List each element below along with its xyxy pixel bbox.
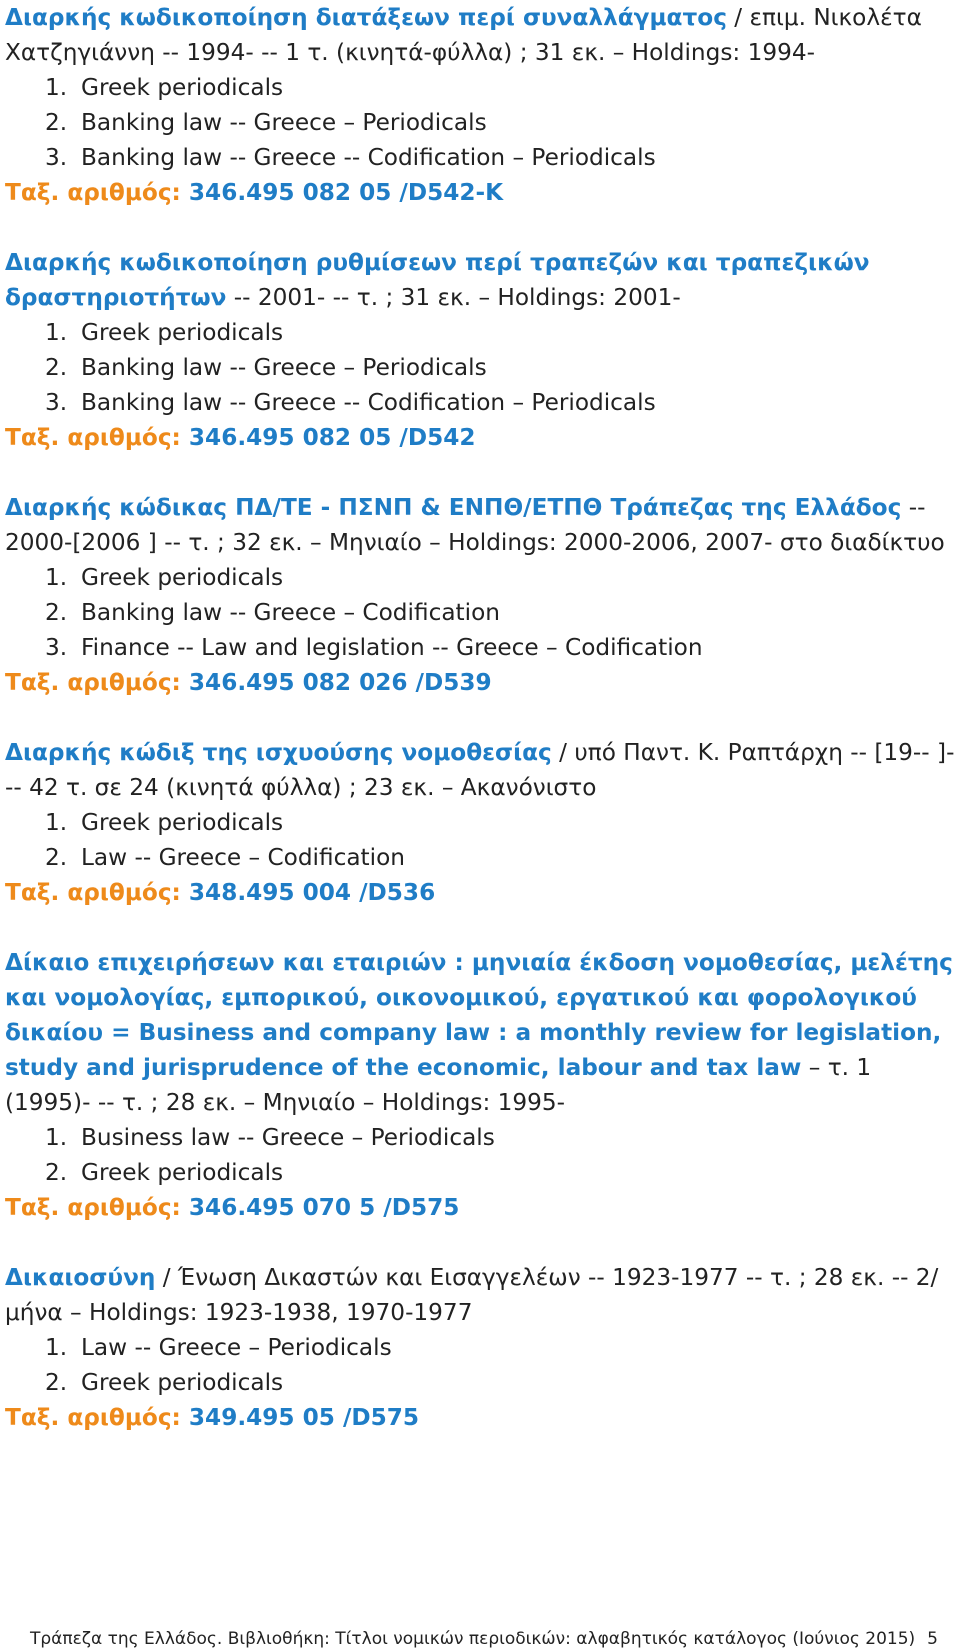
subject-number: 2. xyxy=(45,1369,68,1396)
subject-item xyxy=(5,840,955,875)
call-number-label: Ταξ. αριθμός: xyxy=(5,879,181,906)
call-number-value: 346.495 082 05 /D542 xyxy=(188,424,476,451)
call-number xyxy=(5,1400,955,1435)
subject-number: 2. xyxy=(45,599,68,626)
entry-title: Διαρκής κωδικοποίηση διατάξεων περί συναλλάγματος xyxy=(5,4,727,31)
subject-text: Law -- Greece – Periodicals xyxy=(81,1334,392,1361)
entry-description xyxy=(5,945,955,1120)
entry-details: / Ένωση Δικαστών και Εισαγγελέων -- 1923-1977 -- τ. ; 28 εκ. -- 2/μήνα – Holdings: 1923-1938, 1970-1977 xyxy=(5,1264,939,1326)
subject-item xyxy=(5,805,955,840)
subject-text: Finance -- Law and legislation -- Greece – Codification xyxy=(81,634,703,661)
subject-item xyxy=(5,140,955,175)
call-number-label: Ταξ. αριθμός: xyxy=(5,1194,181,1221)
call-number-value: 349.495 05 /D575 xyxy=(188,1404,420,1431)
subject-list xyxy=(5,70,955,175)
subject-item xyxy=(5,1120,955,1155)
subject-item xyxy=(5,105,955,140)
catalog-page xyxy=(5,0,955,1435)
subject-list xyxy=(5,315,955,420)
subject-list xyxy=(5,1120,955,1190)
subject-text: Banking law -- Greece -- Codification – Periodicals xyxy=(81,389,656,416)
call-number-label: Ταξ. αριθμός: xyxy=(5,1404,181,1431)
subject-item xyxy=(5,385,955,420)
entry-title: Δικαιοσύνη xyxy=(5,1264,156,1291)
page-number: 5 xyxy=(927,1629,938,1649)
subject-list xyxy=(5,560,955,665)
subject-text: Greek periodicals xyxy=(81,319,284,346)
subject-text: Greek periodicals xyxy=(81,1159,284,1186)
entry-description xyxy=(5,735,955,805)
catalog-entry xyxy=(5,245,955,455)
subject-text: Greek periodicals xyxy=(81,74,284,101)
entry-description xyxy=(5,245,955,315)
subject-number: 2. xyxy=(45,109,68,136)
call-number xyxy=(5,1190,955,1225)
entry-details: -- 2001- -- τ. ; 31 εκ. – Holdings: 2001- xyxy=(226,284,681,311)
subject-item xyxy=(5,1155,955,1190)
subject-item xyxy=(5,1365,955,1400)
subject-text: Banking law -- Greece -- Codification – Periodicals xyxy=(81,144,656,171)
subject-text: Banking law -- Greece – Periodicals xyxy=(81,109,487,136)
call-number xyxy=(5,175,955,210)
call-number-label: Ταξ. αριθμός: xyxy=(5,424,181,451)
catalog-entry xyxy=(5,490,955,700)
call-number xyxy=(5,875,955,910)
subject-number: 1. xyxy=(45,564,68,591)
call-number xyxy=(5,420,955,455)
subject-number: 1. xyxy=(45,319,68,346)
call-number-label: Ταξ. αριθμός: xyxy=(5,669,181,696)
entry-title: Διαρκής κωδικοποίηση ρυθμίσεων περί τραπεζών και τραπεζικών δραστηριοτήτων xyxy=(5,249,870,311)
page-footer xyxy=(30,1628,938,1650)
subject-text: Greek periodicals xyxy=(81,809,284,836)
subject-number: 3. xyxy=(45,389,68,416)
subject-number: 1. xyxy=(45,74,68,101)
footer-text: Τράπεζα της Ελλάδος. Βιβλιοθήκη: Τίτλοι νομικών περιοδικών: αλφαβητικός κατάλογος (Ιούνιος 2015) xyxy=(30,1629,916,1649)
subject-item xyxy=(5,315,955,350)
catalog-entry xyxy=(5,735,955,910)
subject-number: 2. xyxy=(45,354,68,381)
entry-details: / επιμ. Νικολέτα Χατζηγιάννη -- 1994- -- 1 τ. (κινητά-φύλλα) ; 31 εκ. – Holdings: 1994- xyxy=(5,4,922,66)
subject-item xyxy=(5,595,955,630)
entry-title: Δίκαιο επιχειρήσεων και εταιριών : μηνιαία έκδοση νομοθεσίας, μελέτης και νομολογίας, εμπορικού, οικονομικού, εργατικού και φορολογικού δικαίου = Business and company law : a monthly review for legislation, study and jurisprudence of the economic, labour and tax law xyxy=(5,949,953,1081)
subject-number: 3. xyxy=(45,634,68,661)
subject-item xyxy=(5,70,955,105)
subject-number: 2. xyxy=(45,844,68,871)
subject-text: Greek periodicals xyxy=(81,564,284,591)
entry-description xyxy=(5,0,955,70)
subject-text: Law -- Greece – Codification xyxy=(81,844,405,871)
call-number-value: 346.495 082 05 /D542-K xyxy=(188,179,504,206)
subject-number: 1. xyxy=(45,809,68,836)
subject-item xyxy=(5,1330,955,1365)
subject-text: Greek periodicals xyxy=(81,1369,284,1396)
subject-number: 3. xyxy=(45,144,68,171)
subject-text: Business law -- Greece – Periodicals xyxy=(81,1124,495,1151)
subject-item xyxy=(5,560,955,595)
entry-details: – τ. 1 (1995)- -- τ. ; 28 εκ. – Μηνιαίο – Holdings: 1995- xyxy=(5,1054,872,1116)
entry-title: Διαρκής κώδιξ της ισχυούσης νομοθεσίας xyxy=(5,739,552,766)
subject-item xyxy=(5,350,955,385)
catalog-entry xyxy=(5,945,955,1225)
call-number-value: 348.495 004 /D536 xyxy=(188,879,436,906)
entry-details: -- 2000-[2006 ] -- τ. ; 32 εκ. – Μηνιαίο – Holdings: 2000-2006, 2007- στο διαδίκτυο xyxy=(5,494,945,556)
subject-number: 1. xyxy=(45,1124,68,1151)
entry-description xyxy=(5,490,955,560)
catalog-entry xyxy=(5,1260,955,1435)
call-number-value: 346.495 070 5 /D575 xyxy=(188,1194,460,1221)
catalog-entry xyxy=(5,0,955,210)
subject-list xyxy=(5,1330,955,1400)
subject-text: Banking law -- Greece – Codification xyxy=(81,599,500,626)
subject-number: 1. xyxy=(45,1334,68,1361)
subject-item xyxy=(5,630,955,665)
subject-text: Banking law -- Greece – Periodicals xyxy=(81,354,487,381)
entry-details: / υπό Παντ. Κ. Ραπτάρχη -- [19-- ]- -- 42 τ. σε 24 (κινητά φύλλα) ; 23 εκ. – Ακανόνιστο xyxy=(5,739,955,801)
call-number-label: Ταξ. αριθμός: xyxy=(5,179,181,206)
subject-number: 2. xyxy=(45,1159,68,1186)
call-number-value: 346.495 082 026 /D539 xyxy=(188,669,492,696)
subject-list xyxy=(5,805,955,875)
entry-description xyxy=(5,1260,955,1330)
call-number xyxy=(5,665,955,700)
entry-title: Διαρκής κώδικας ΠΔ/ΤΕ - ΠΣΝΠ & ΕΝΠΘ/ΕΤΠΘ Τράπεζας της Ελλάδος xyxy=(5,494,902,521)
